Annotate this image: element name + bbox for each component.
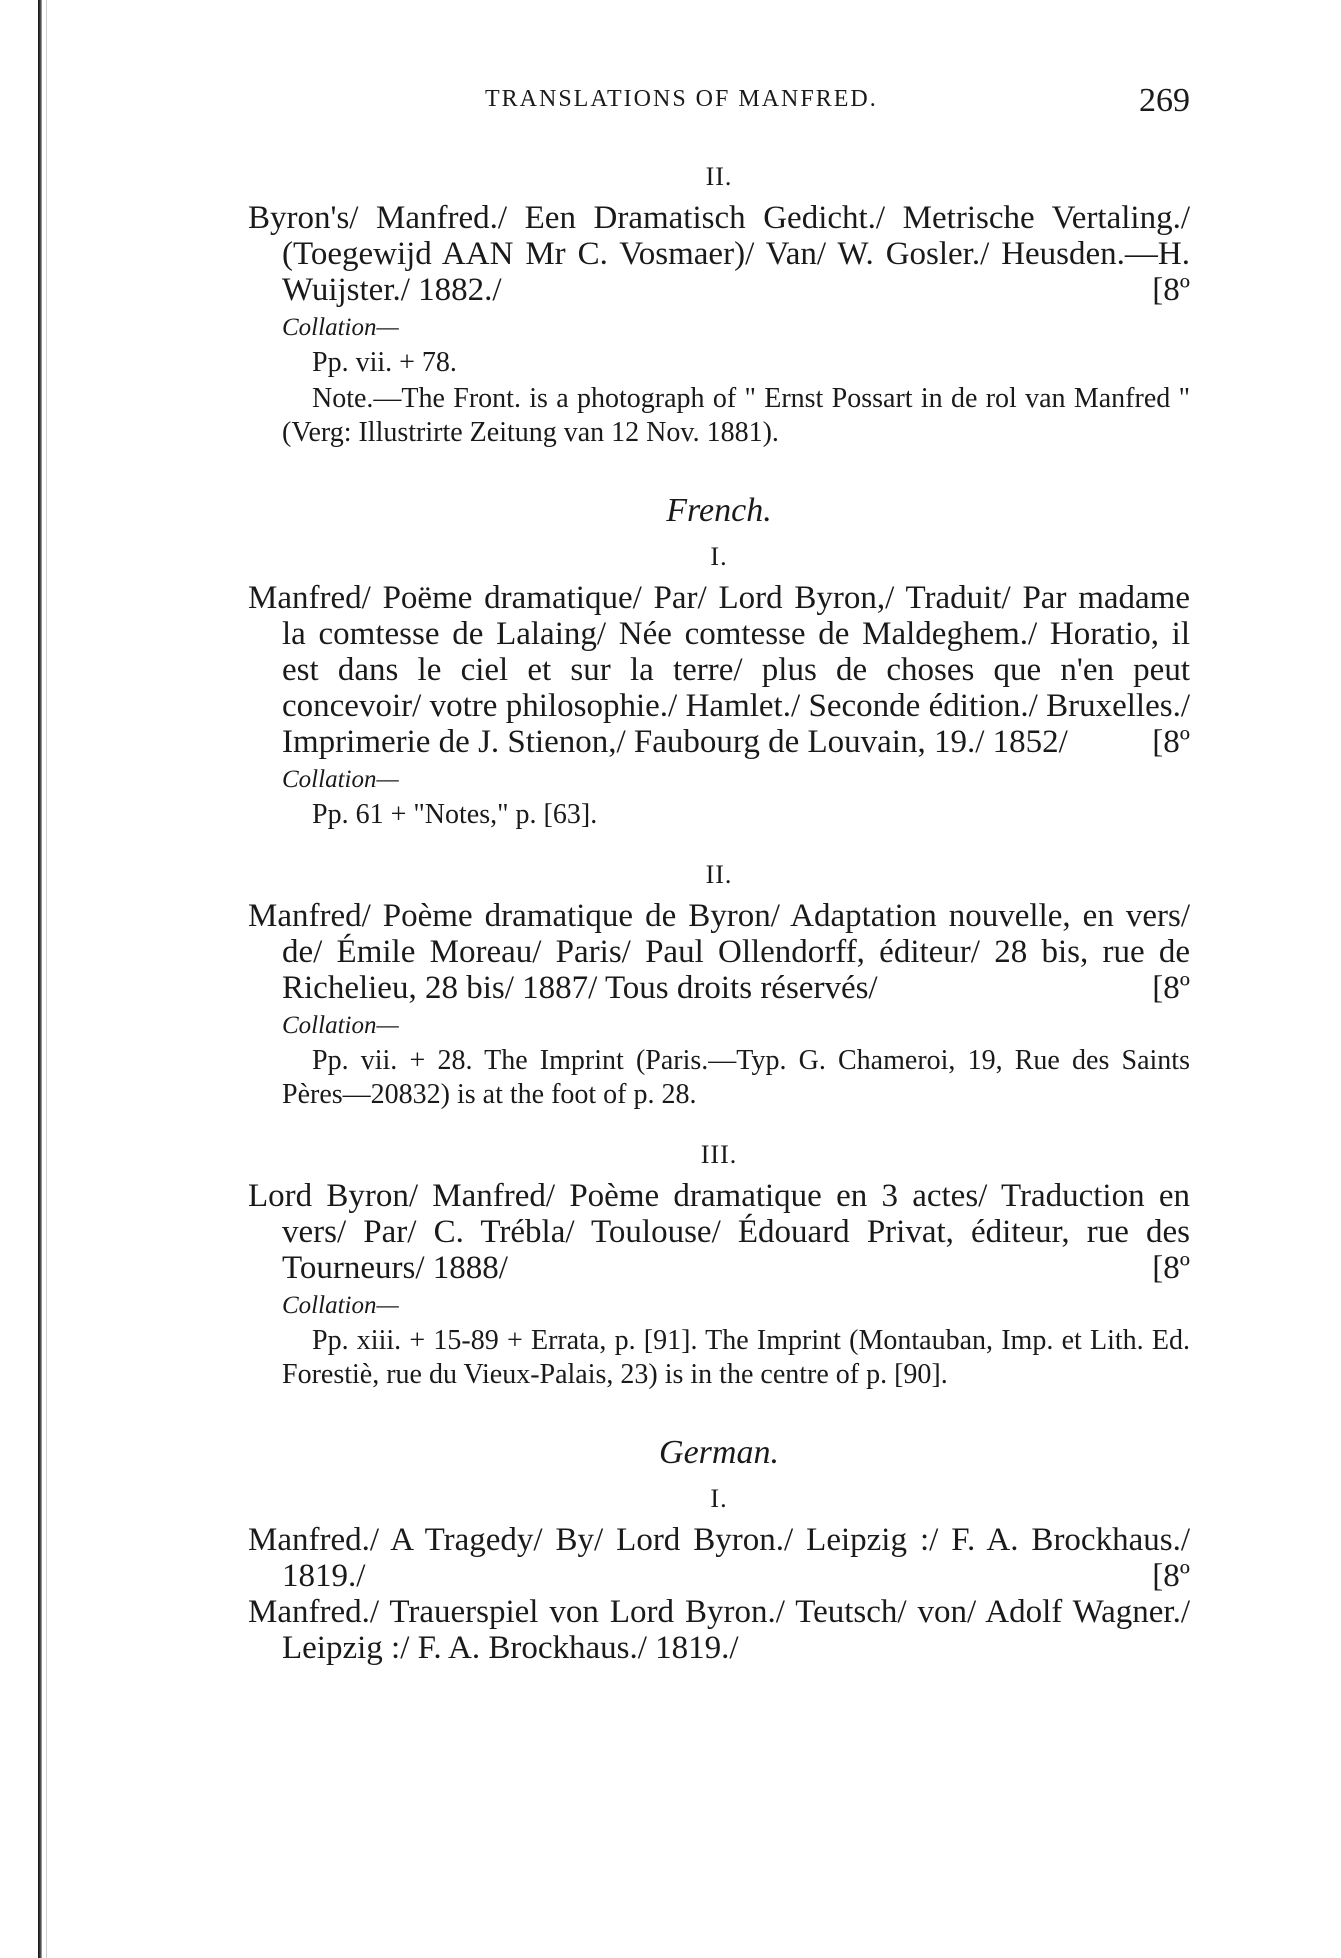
section-heading-french: French. [666, 492, 772, 529]
entry-numeral: II. [705, 860, 733, 889]
dutch-entry-ii [248, 160, 1190, 450]
page-binding-edge [38, 0, 42, 1958]
entry-note: Note.—The Front. is a photograph of " Ernst Possart in de rol van Manfred " (Verg: Illustrirte Zeitung van 12 Nov. 1881). [282, 383, 1190, 448]
entry-numeral: III. [700, 1140, 738, 1169]
collation-label: Collation— [282, 1012, 399, 1039]
entry-text: Manfred./ Trauerspiel von Lord Byron./ Teutsch/ von/ Adolf Wagner./ Leipzig :/ F. A. Brockhaus./ 1819./ [248, 1594, 1190, 1666]
bibliographic-entry [248, 580, 1190, 760]
entry-text: Lord Byron/ Manfred/ Poème dramatique en 3 actes/ Traduction en vers/ Par/ C. Trébla/ Toulouse/ Édouard Privat, éditeur, rue des Tourneurs/ 1888/ [248, 1178, 1190, 1286]
entry-format: [8º [1152, 1558, 1190, 1594]
entry-text: Manfred/ Poème dramatique de Byron/ Adaptation nouvelle, en vers/ de/ Émile Moreau/ Paris/ Paul Ollendorff, éditeur/ 28 bis, rue de Richelieu, 28 bis/ 1887/ Tous droits réservés/ [248, 898, 1190, 1006]
french-entry-i [248, 540, 1190, 832]
bibliographic-entry [248, 1594, 1190, 1666]
french-entry-iii [248, 1138, 1190, 1392]
running-head [250, 82, 1190, 126]
page-binding-shadow [46, 0, 47, 1958]
section-heading-german: German. [659, 1434, 779, 1471]
bibliographic-entry [248, 1522, 1190, 1594]
entry-format: [8º [1152, 970, 1190, 1006]
entry-numeral: I. [710, 542, 728, 571]
bibliographic-entry [248, 200, 1190, 308]
entry-format: [8º [1152, 724, 1190, 760]
bibliographic-entry [248, 898, 1190, 1006]
collation-pages: Pp. 61 + "Notes," p. [63]. [312, 799, 598, 830]
page-content [248, 160, 1190, 1666]
page-number: 269 [1139, 82, 1190, 119]
collation-label: Collation— [282, 314, 399, 341]
entry-numeral: I. [710, 1484, 728, 1513]
german-entry-i [248, 1482, 1190, 1666]
collation-pages: Pp. vii. + 78. [312, 347, 457, 378]
collation-label: Collation— [282, 766, 399, 793]
collation-pages: Pp. vii. + 28. The Imprint (Paris.—Typ. G. Chameroi, 19, Rue des Saints Pères—20832) is at the foot of p. 28. [282, 1045, 1190, 1110]
entry-format: [8º [1152, 1250, 1190, 1286]
collation-label: Collation— [282, 1292, 399, 1319]
french-entry-ii [248, 858, 1190, 1112]
collation-pages: Pp. xiii. + 15-89 + Errata, p. [91]. The Imprint (Montauban, Imp. et Lith. Ed. Forestiè, rue du Vieux-Palais, 23) is in the centre of p. [90]. [282, 1325, 1190, 1390]
entry-format: [8º [1152, 272, 1190, 308]
entry-text: Manfred./ A Tragedy/ By/ Lord Byron./ Leipzig :/ F. A. Brockhaus./ 1819./ [248, 1522, 1190, 1594]
bibliographic-entry [248, 1178, 1190, 1286]
entry-text: Byron's/ Manfred./ Een Dramatisch Gedicht./ Metrische Vertaling./ (Toegewijd AAN Mr C. Vosmaer)/ Van/ W. Gosler./ Heusden.—H. Wuijster./ 1882./ [248, 200, 1190, 308]
entry-text: Manfred/ Poëme dramatique/ Par/ Lord Byron,/ Traduit/ Par madame la comtesse de Lalaing/ Née comtesse de Maldeghem./ Horatio, il est dans le ciel et sur la terre/ plus de choses que n'en peut concevoir/ votre philosophie./ Hamlet./ Seconde édition./ Bruxelles./ Imprimerie de J. Stienon,/ Faubourg de Louvain, 19./ 1852/ [248, 580, 1190, 760]
entry-numeral: II. [705, 162, 733, 191]
running-title: TRANSLATIONS OF MANFRED. [485, 86, 878, 112]
